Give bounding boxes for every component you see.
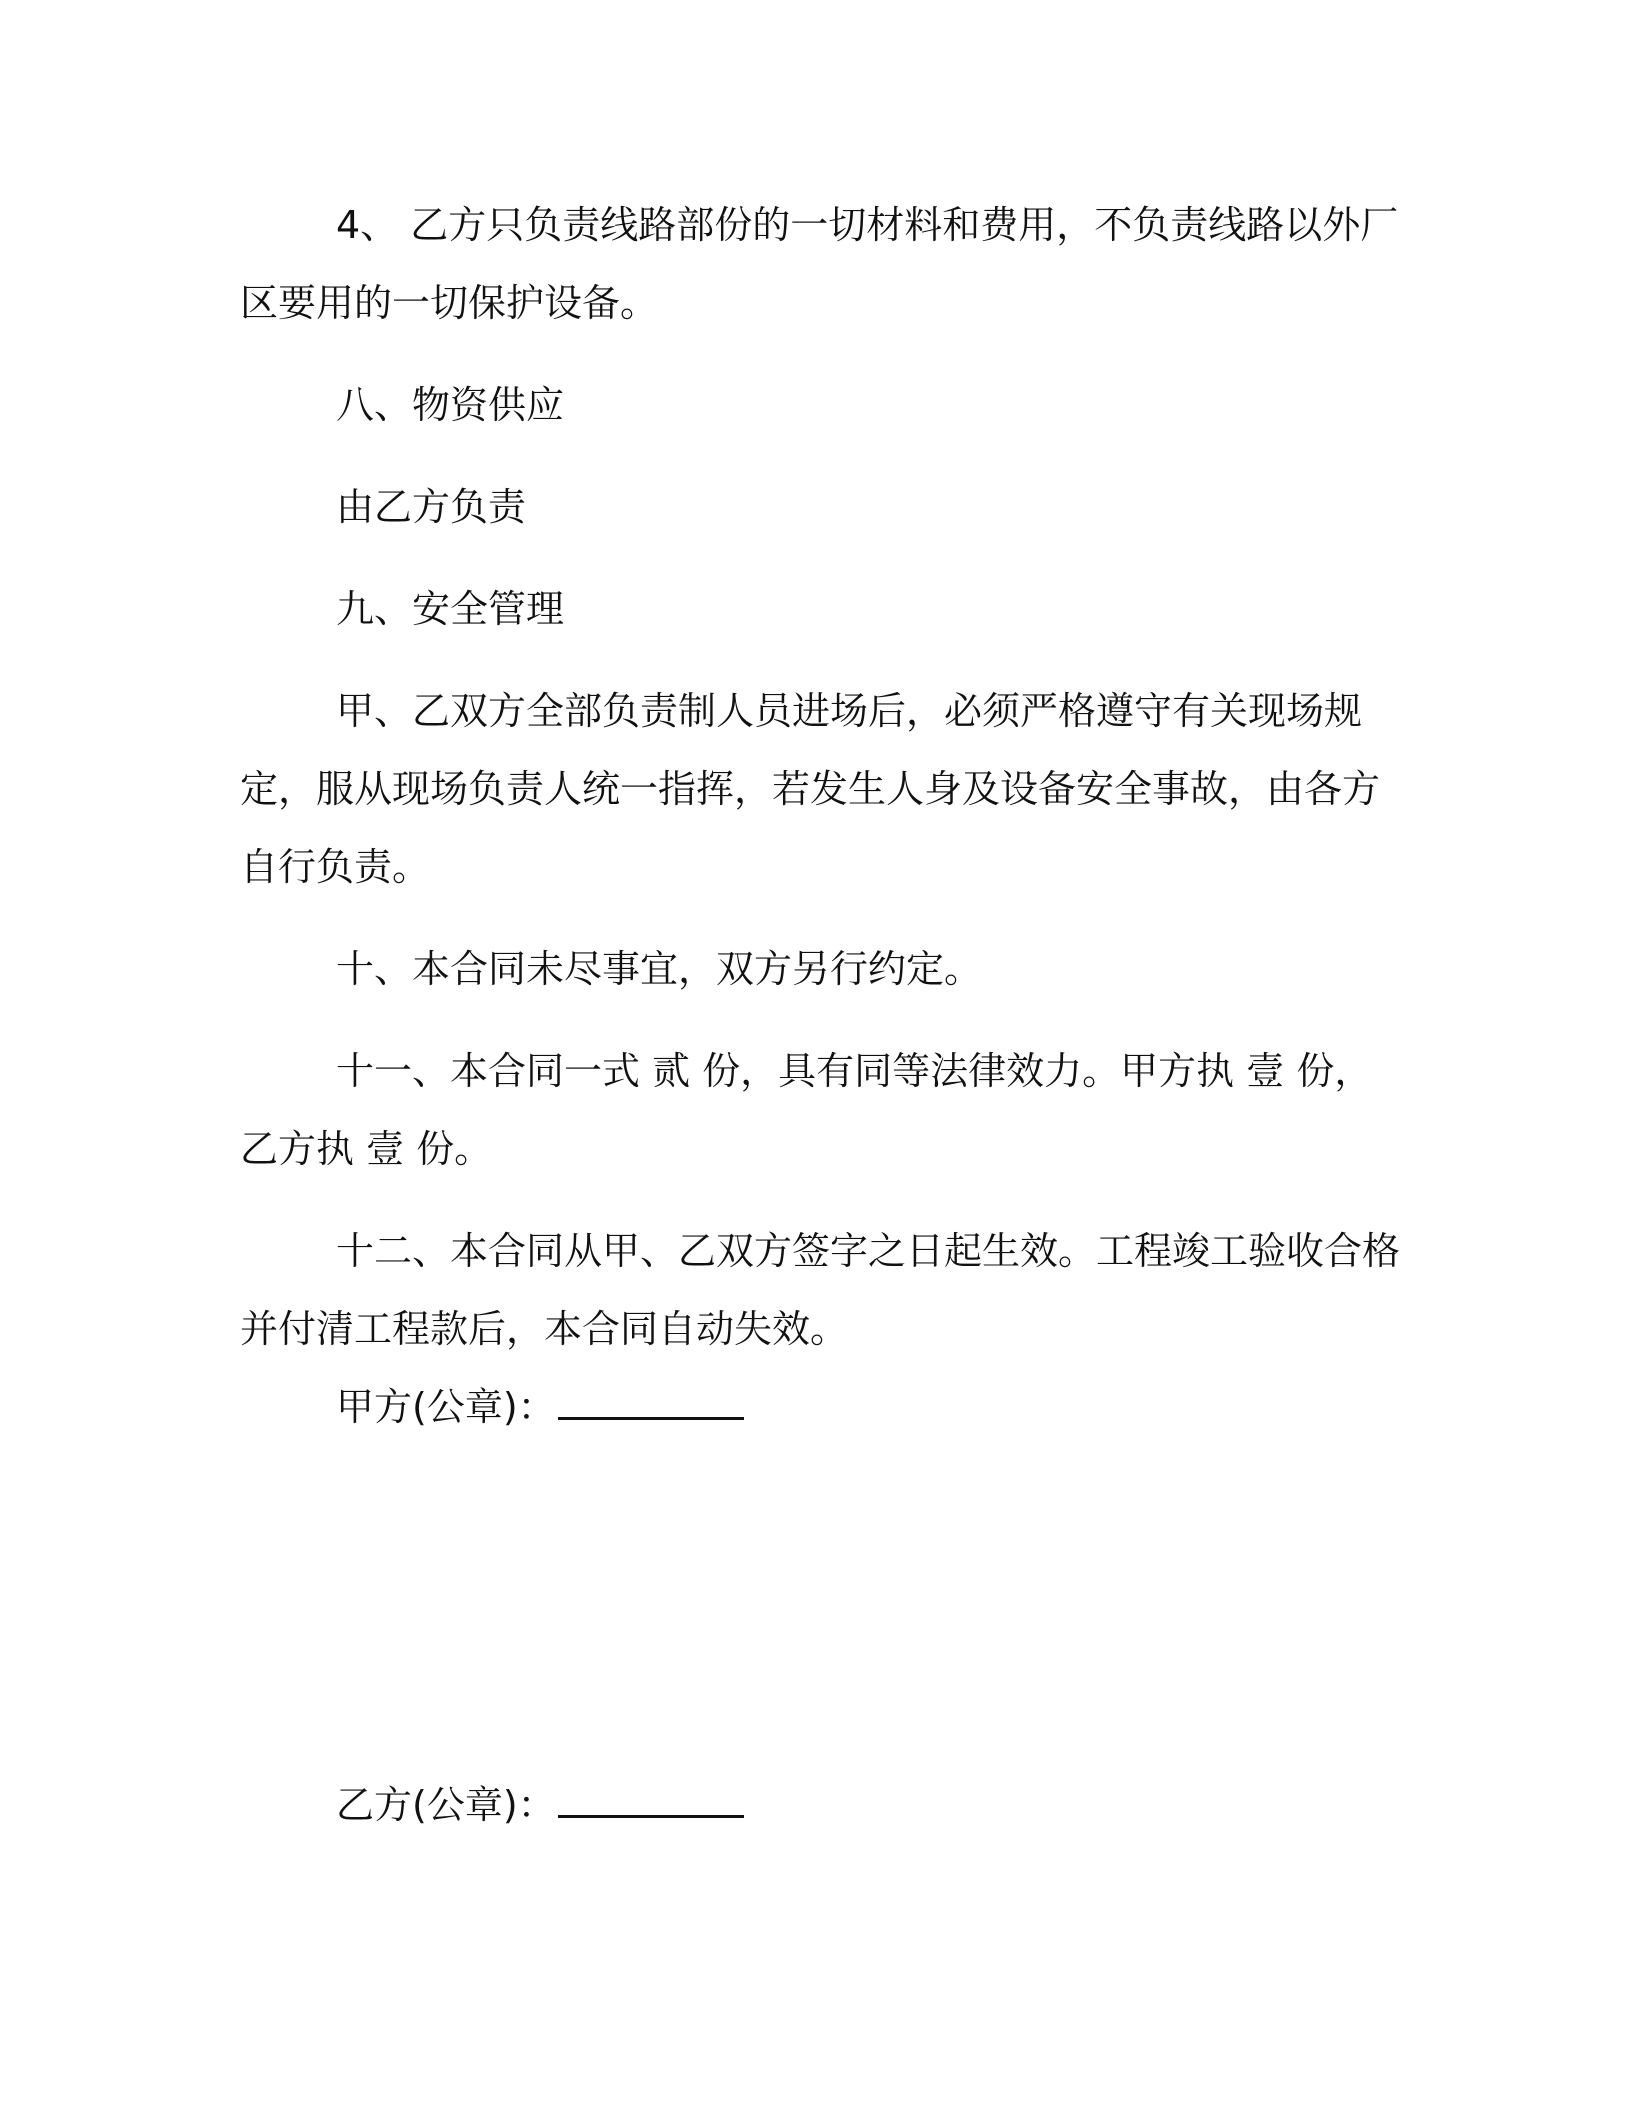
signature-spacer: [240, 1446, 1400, 1766]
signature-party-b-line: [558, 1779, 744, 1818]
heading-material-supply: 八、物资供应: [336, 383, 565, 427]
paragraph-clause-10: 十、本合同未尽事宜，双方另行约定。: [336, 947, 983, 991]
paragraph-clause-4: 4、 乙方只负责线路部份的一切材料和费用，不负责线路以外厂区要用的一切保护设备。: [240, 203, 1399, 325]
paragraph-safety-management: 甲、乙双方全部负责制人员进场后，必须严格遵守有关现场规定，服从现场负责人统一指挥，若发生人身及设备安全事故，由各方自行负责。: [240, 689, 1381, 889]
paragraph-material-supply: 由乙方负责: [336, 485, 527, 529]
heading-safety-management: 九、安全管理: [336, 587, 565, 631]
document-body: [240, 186, 1400, 1844]
paragraph-clause-11: 十一、本合同一式 贰 份，具有同等法律效力。甲方执 壹 份，乙方执 壹 份。: [240, 1049, 1373, 1171]
signature-party-a: [240, 1368, 1400, 1446]
signature-party-b-label: 乙方(公章)：: [336, 1783, 556, 1827]
signature-party-b: [240, 1766, 1400, 1844]
signature-party-a-label: 甲方(公章)：: [336, 1385, 556, 1429]
signature-party-a-line: [558, 1381, 744, 1420]
paragraph-clause-12: 十二、本合同从甲、乙双方签字之日起生效。工程竣工验收合格并付清工程款后，本合同自动失效。: [240, 1229, 1401, 1351]
